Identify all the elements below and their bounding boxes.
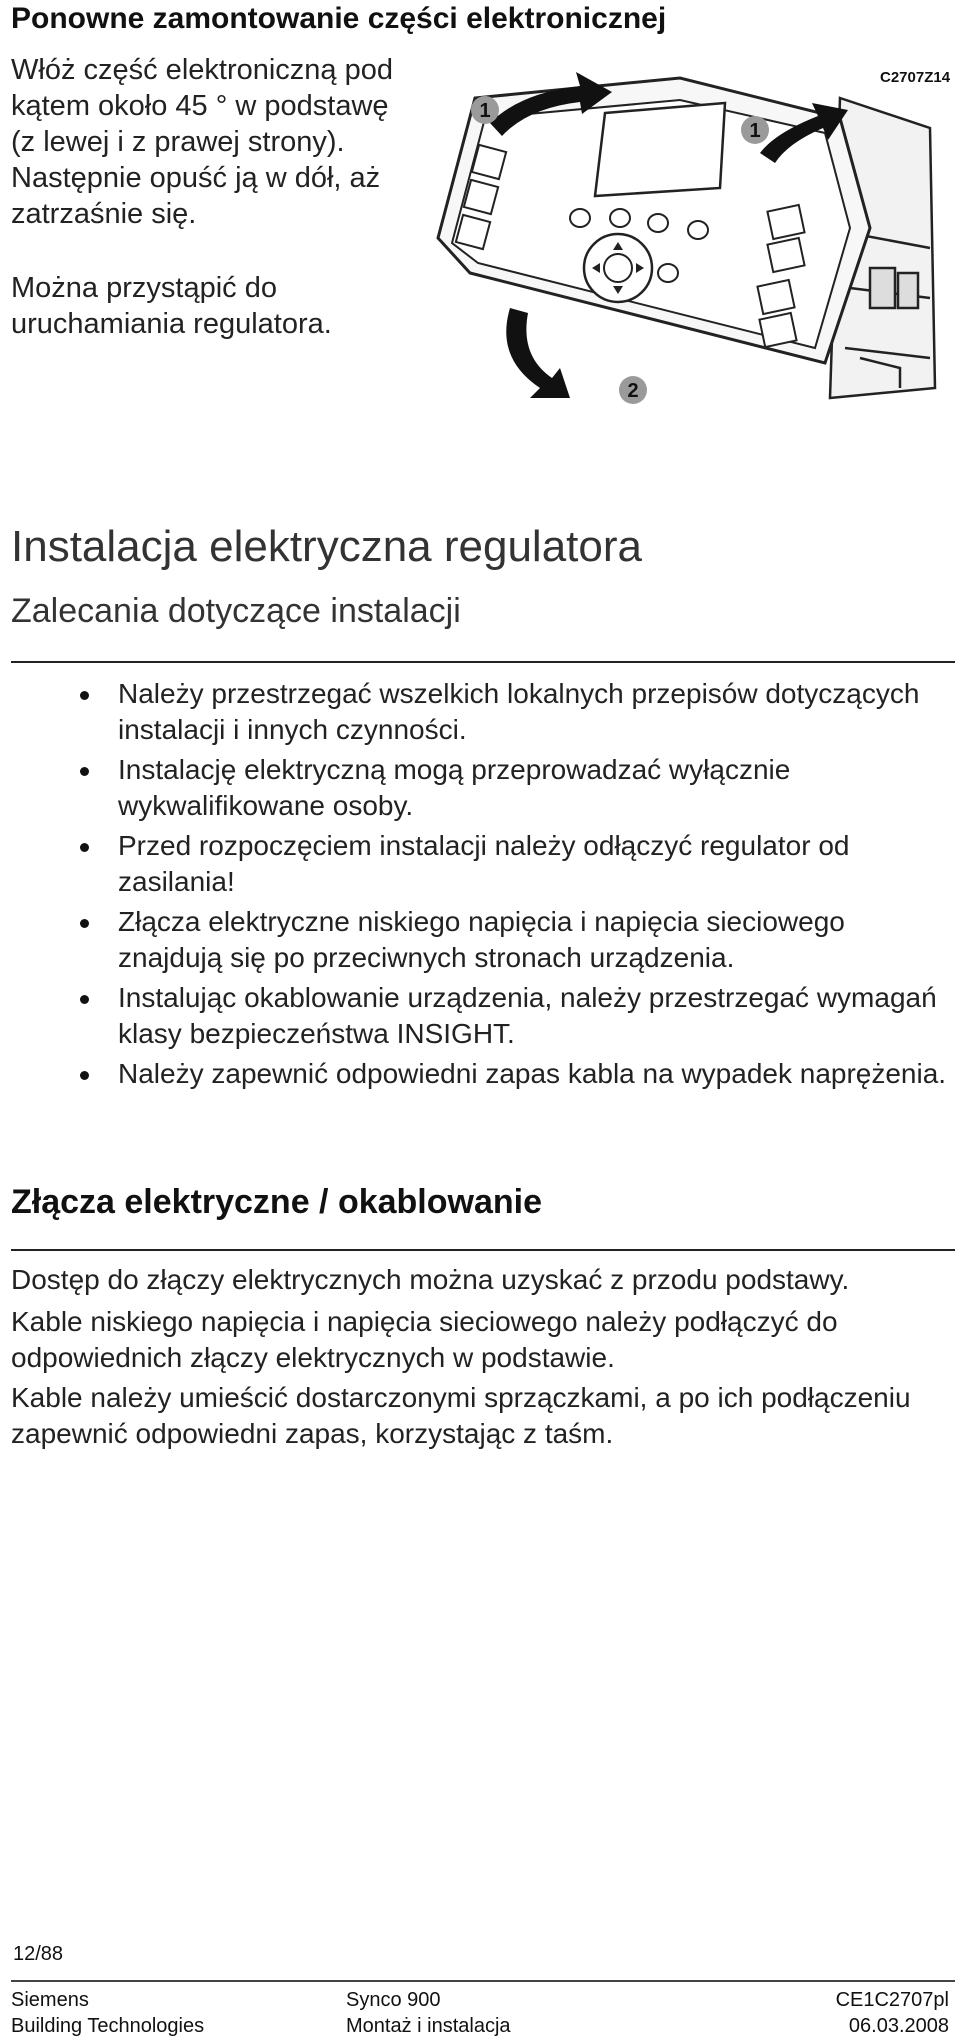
reinstall-instructions: Włóż część elektroniczną pod kątem około 45 ° w podstawę (z lewej i z prawej strony). Następnie opuść ją w dół, aż zatrzaśnie się. — [11, 54, 393, 230]
footer-division: Building Technologies — [11, 2015, 205, 2037]
connectors-heading: Złącza elektryczne / okablowanie — [11, 1183, 543, 1221]
list-item: Instalację elektryczną mogą przeprowadzać wyłącznie wykwalifikowane osoby. — [50, 752, 950, 824]
bullet-icon — [80, 919, 89, 928]
list-item: Przed rozpoczęciem instalacji należy odłączyć regulator od zasilania! — [50, 828, 950, 900]
list-item: Instalując okablowanie urządzenia, należy przestrzegać wymagań klasy bezpieczeństwa INSIGHT. — [50, 980, 950, 1052]
step-label-2: 2 — [627, 380, 639, 402]
footer-date: 06.03.2008 — [848, 2015, 949, 2037]
section-divider — [11, 661, 955, 663]
page-number: 12/88 — [13, 1943, 64, 1965]
installation-rules-list — [50, 676, 950, 1096]
connectors-paragraph-clamps: Kable należy umieścić dostarczonymi sprzączkami, a po ich podłączeniu zapewnić odpowiedni zapas, korzystając z taśm. — [11, 1382, 911, 1449]
bullet-icon — [80, 1071, 89, 1080]
footer-company: Siemens — [11, 1989, 89, 2011]
step-badge-1-right — [741, 116, 769, 144]
step-label-1-right: 1 — [749, 120, 761, 142]
installation-recommendations-subheading: Zalecania dotyczące instalacji — [11, 592, 461, 630]
reinstall-ready-note: Można przystąpić do uruchamiania regulatora. — [11, 272, 332, 340]
footer-divider — [11, 1980, 955, 1982]
controller-mounting-illustration — [430, 58, 952, 413]
footer-product: Synco 900 — [346, 1989, 441, 2011]
figure-code: C2707Z14 — [880, 69, 951, 86]
connectors-paragraph-access: Dostęp do złączy elektrycznych można uzyskać z przodu podstawy. — [11, 1264, 850, 1295]
step-badge-1-left — [471, 96, 499, 124]
step-label-1-left: 1 — [479, 100, 491, 122]
electrical-installation-heading: Instalacja elektryczna regulatora — [11, 522, 642, 571]
section-divider — [11, 1249, 955, 1251]
connectors-paragraph-cables: Kable niskiego napięcia i napięcia sieciowego należy podłączyć do odpowiednich złączy elektrycznych w podstawie. — [11, 1306, 838, 1373]
footer-doc-title: Montaż i instalacja — [346, 2015, 511, 2037]
footer-doc-code: CE1C2707pl — [835, 1989, 949, 2011]
list-item: Złącza elektryczne niskiego napięcia i napięcia sieciowego znajdują się po przeciwnych stronach urządzenia. — [50, 904, 950, 976]
step-badge-2 — [619, 376, 647, 404]
lower-arrow — [506, 308, 570, 398]
bullet-icon — [80, 767, 89, 776]
bullet-icon — [80, 691, 89, 700]
list-item: Należy zapewnić odpowiedni zapas kabla na wypadek naprężenia. — [50, 1056, 950, 1092]
bullet-icon — [80, 995, 89, 1004]
list-item: Należy przestrzegać wszelkich lokalnych przepisów dotyczących instalacji i innych czynności. — [50, 676, 950, 748]
reinstall-title: Ponowne zamontowanie części elektronicznej — [11, 2, 667, 35]
bullet-icon — [80, 843, 89, 852]
